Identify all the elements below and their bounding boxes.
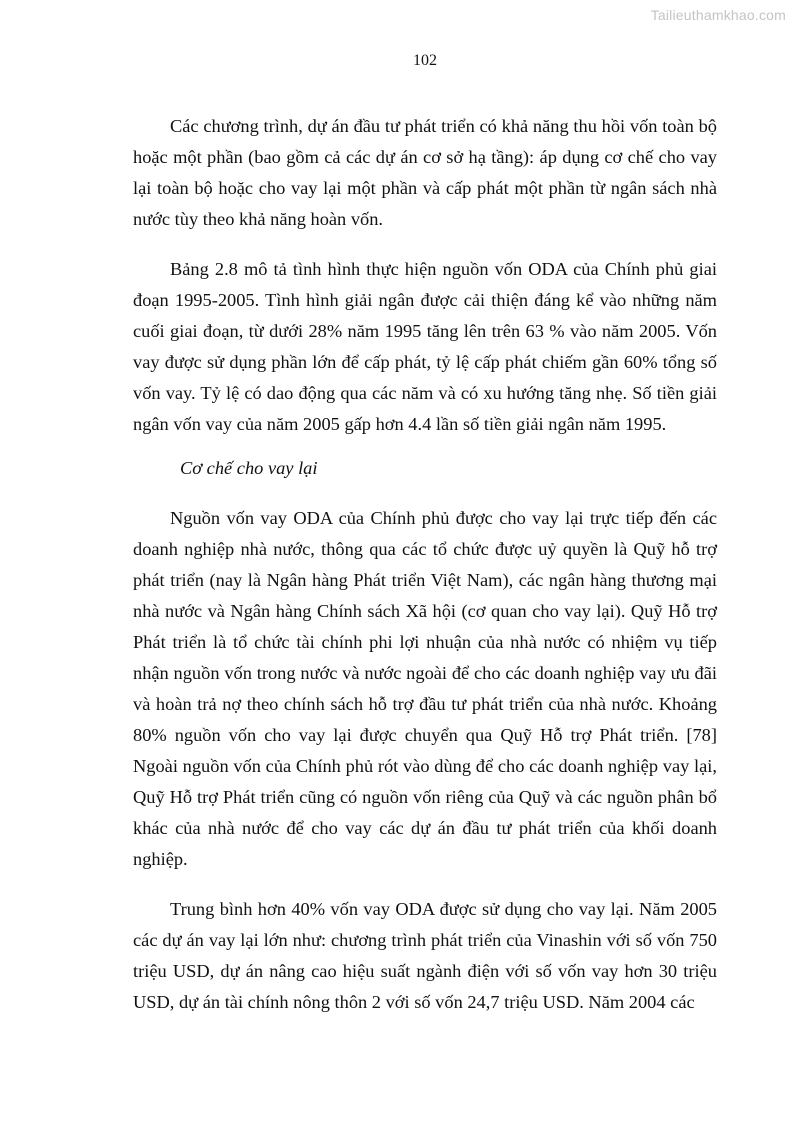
section-heading-relending: Cơ chế cho vay lại — [180, 458, 318, 478]
paragraph-relending-mechanism: Nguồn vốn vay ODA của Chính phủ được cho vay lại trực tiếp đến các doanh nghiệp nhà nước, thông qua các tổ chức được uỷ quyền là Quỹ hỗ trợ phát triển (nay là Ngân hàng Phát triển Việt Nam), các ngân hàng thương mại nhà nước và Ngân hàng Chính sách Xã hội (cơ quan cho vay lại). Quỹ Hỗ trợ Phát triển là tổ chức tài chính phi lợi nhuận của nhà nước có nhiệm vụ tiếp nhận nguồn vốn trong nước và nước ngoài để cho các doanh nghiệp vay ưu đãi và hoàn trả nợ theo chính sách hỗ trợ đầu tư phát triển của nhà nước. Khoảng 80% nguồn vốn cho vay lại được chuyển qua Quỹ Hỗ trợ Phát triển. [78] Ngoài nguồn vốn của Chính phủ rót vào dùng để cho các doanh nghiệp vay lại, Quỹ Hỗ trợ Phát triển cũng có nguồn vốn riêng của Quỹ và các nguồn phân bổ khác của nhà nước để cho vay các dự án đầu tư phát triển của khối doanh nghiệp. — [133, 508, 717, 869]
paragraph-repayment-projects: Các chương trình, dự án đầu tư phát triển có khả năng thu hồi vốn toàn bộ hoặc một phần (bao gồm cả các dự án cơ sở hạ tầng): áp dụng cơ chế cho vay lại toàn bộ hoặc cho vay lại một phần và cấp phát một phần từ ngân sách nhà nước tùy theo khả năng hoàn vốn. — [133, 116, 717, 229]
document-body — [133, 111, 717, 1031]
page-number: 102 — [413, 52, 437, 69]
paragraph-table-2-8: Bảng 2.8 mô tả tình hình thực hiện nguồn vốn ODA của Chính phủ giai đoạn 1995-2005. Tình hình giải ngân được cải thiện đáng kể vào những năm cuối giai đoạn, từ dưới 28% năm 1995 tăng lên trên 63 % vào năm 2005. Vốn vay được sử dụng phần lớn để cấp phát, tỷ lệ cấp phát chiếm gần 60% tổng số vốn vay. Tỷ lệ có dao động qua các năm và có xu hướng tăng nhẹ. Số tiền giải ngân vốn vay của năm 2005 gấp hơn 4.4 lần số tiền giải ngân năm 1995. — [133, 259, 717, 434]
watermark: Tailieuthamkhao.com — [650, 7, 786, 23]
paragraph-relending-share: Trung bình hơn 40% vốn vay ODA được sử dụng cho vay lại. Năm 2005 các dự án vay lại lớn như: chương trình phát triển của Vinashin với số vốn 750 triệu USD, dự án nâng cao hiệu suất ngành điện với số vốn vay hơn 30 triệu USD, dự án tài chính nông thôn 2 với số vốn 24,7 triệu USD. Năm 2004 các — [133, 899, 717, 1012]
